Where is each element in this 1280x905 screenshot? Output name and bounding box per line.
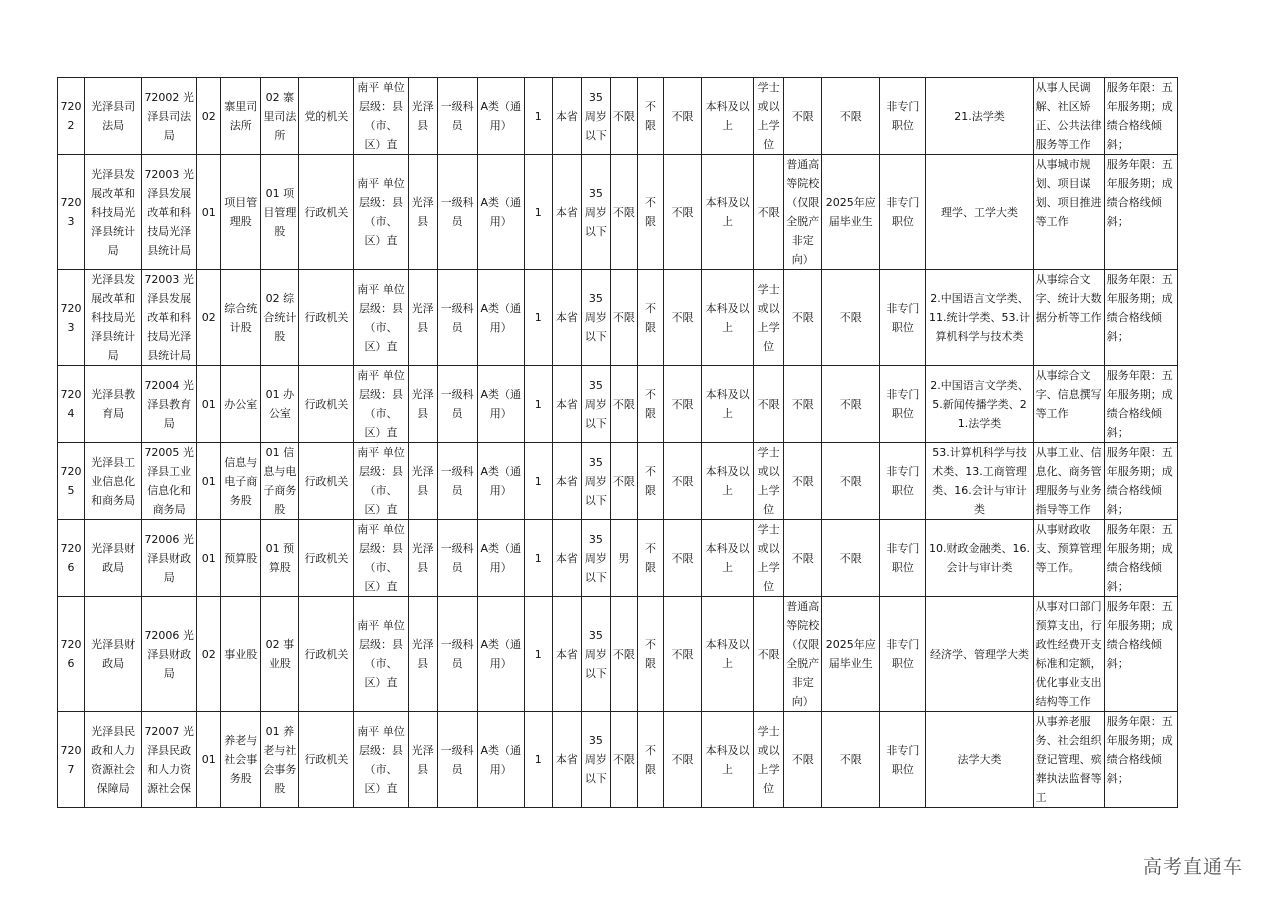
cell-position-name: 养老与社会事务股 <box>221 712 261 808</box>
cell-unit-nature: 行政机关 <box>299 712 354 808</box>
cell-rank: 一级科员 <box>437 443 477 520</box>
cell-gender: 不限 <box>610 712 637 808</box>
cell-position-name: 信息与电子商务股 <box>221 443 261 520</box>
cell-position-code-name: 02 事业股 <box>261 597 299 712</box>
cell-degree: 学士或以上学位 <box>754 78 784 155</box>
cell-headcount: 1 <box>524 270 552 366</box>
cell-exam-category: A类（通用） <box>477 712 524 808</box>
cell-rank: 一级科员 <box>437 270 477 366</box>
cell-education: 本科及以上 <box>702 78 754 155</box>
cell-department: 光泽县发展改革和科技局光泽县统计局 <box>85 155 142 270</box>
cell-rank: 一级科员 <box>437 520 477 597</box>
cell-age: 35周岁以下 <box>581 366 610 443</box>
cell-position-seq: 01 <box>197 443 221 520</box>
cell-unit-code-name: 72006 光泽县财政局 <box>142 520 197 597</box>
cell-remarks: 服务年限：五年服务期；成绩合格线倾斜； <box>1104 270 1177 366</box>
cell-unit-nature: 行政机关 <box>299 597 354 712</box>
cell-department: 光泽县财政局 <box>85 597 142 712</box>
cell-origin: 本省 <box>552 443 581 520</box>
cell-ethnicity: 不限 <box>637 270 663 366</box>
cell-origin: 本省 <box>552 520 581 597</box>
cell-major: 经济学、管理学大类 <box>926 597 1033 712</box>
cell-exam-category: A类（通用） <box>477 597 524 712</box>
positions-table-body <box>58 78 1178 808</box>
cell-exam-category: A类（通用） <box>477 270 524 366</box>
cell-unit-code-name: 72006 光泽县财政局 <box>142 597 197 712</box>
cell-unit-level: 南平 单位层级：县（市、区）直 <box>354 443 408 520</box>
cell-duties: 从事对口部门预算支出，行政性经费开支标准和定额，优化事业支出结构等工作 <box>1033 597 1104 712</box>
cell-unit-nature: 行政机关 <box>299 270 354 366</box>
cell-position-seq: 02 <box>197 78 221 155</box>
cell-location: 光泽县 <box>408 597 437 712</box>
cell-position-kind: 非专门职位 <box>880 270 926 366</box>
cell-position-kind: 非专门职位 <box>880 520 926 597</box>
watermark-text: 高考直通车 <box>1143 856 1244 878</box>
cell-gender: 不限 <box>610 155 637 270</box>
cell-unit-nature: 行政机关 <box>299 520 354 597</box>
cell-headcount: 1 <box>524 520 552 597</box>
cell-education: 本科及以上 <box>702 443 754 520</box>
cell-unit-level: 南平 单位层级：县（市、区）直 <box>354 520 408 597</box>
cell-position-seq: 01 <box>197 366 221 443</box>
cell-duties: 从事人民调解、社区矫正、公共法律服务等工作 <box>1033 78 1104 155</box>
cell-position-code-name: 02 寨里司法所 <box>261 78 299 155</box>
cell-rank: 一级科员 <box>437 712 477 808</box>
cell-applicant-type: 不限 <box>822 443 880 520</box>
cell-position-code-name: 01 预算股 <box>261 520 299 597</box>
cell-position-kind: 非专门职位 <box>880 78 926 155</box>
table-row <box>58 155 1178 270</box>
cell-degree: 学士或以上学位 <box>754 270 784 366</box>
cell-unit-level: 南平 单位层级：县（市、区）直 <box>354 78 408 155</box>
cell-duties: 从事财政收支、预算管理等工作。 <box>1033 520 1104 597</box>
cell-department: 光泽县司法局 <box>85 78 142 155</box>
cell-rank: 一级科员 <box>437 78 477 155</box>
cell-location: 光泽县 <box>408 270 437 366</box>
cell-origin: 本省 <box>552 366 581 443</box>
cell-position-name: 综合统计股 <box>221 270 261 366</box>
cell-position-seq: 01 <box>197 155 221 270</box>
cell-region-code: 7203 <box>58 270 85 366</box>
cell-major: 法学大类 <box>926 712 1033 808</box>
cell-rank: 一级科员 <box>437 597 477 712</box>
cell-remarks: 服务年限：五年服务期；成绩合格线倾斜； <box>1104 155 1177 270</box>
cell-ethnicity: 不限 <box>637 712 663 808</box>
cell-position-kind: 非专门职位 <box>880 443 926 520</box>
cell-school-type: 普通高等院校（仅限全脱产非定向） <box>784 597 822 712</box>
cell-unit-code-name: 72003 光泽县发展改革和科技局光泽县统计局 <box>142 270 197 366</box>
cell-rank: 一级科员 <box>437 366 477 443</box>
cell-position-kind: 非专门职位 <box>880 366 926 443</box>
cell-position-code-name: 01 信息与电子商务股 <box>261 443 299 520</box>
cell-gender: 不限 <box>610 366 637 443</box>
cell-region-code: 7204 <box>58 366 85 443</box>
cell-degree: 学士或以上学位 <box>754 712 784 808</box>
cell-headcount: 1 <box>524 443 552 520</box>
cell-origin: 本省 <box>552 155 581 270</box>
cell-position-name: 事业股 <box>221 597 261 712</box>
cell-remarks: 服务年限：五年服务期；成绩合格线倾斜； <box>1104 597 1177 712</box>
cell-exam-category: A类（通用） <box>477 155 524 270</box>
cell-applicant-type: 2025年应届毕业生 <box>822 155 880 270</box>
cell-applicant-type: 不限 <box>822 712 880 808</box>
cell-position-name: 办公室 <box>221 366 261 443</box>
cell-political-status: 不限 <box>663 78 701 155</box>
cell-ethnicity: 不限 <box>637 597 663 712</box>
cell-unit-level: 南平 单位层级：县（市、区）直 <box>354 366 408 443</box>
cell-location: 光泽县 <box>408 155 437 270</box>
cell-exam-category: A类（通用） <box>477 366 524 443</box>
cell-age: 35周岁以下 <box>581 270 610 366</box>
cell-remarks: 服务年限：五年服务期；成绩合格线倾斜； <box>1104 366 1177 443</box>
cell-department: 光泽县工业信息化和商务局 <box>85 443 142 520</box>
cell-political-status: 不限 <box>663 366 701 443</box>
cell-political-status: 不限 <box>663 270 701 366</box>
cell-applicant-type: 不限 <box>822 520 880 597</box>
cell-school-type: 不限 <box>784 270 822 366</box>
cell-region-code: 7203 <box>58 155 85 270</box>
cell-position-name: 项目管理股 <box>221 155 261 270</box>
cell-ethnicity: 不限 <box>637 520 663 597</box>
cell-position-code-name: 01 养老与社会事务股 <box>261 712 299 808</box>
cell-position-seq: 02 <box>197 597 221 712</box>
cell-region-code: 7206 <box>58 520 85 597</box>
cell-position-code-name: 02 综合统计股 <box>261 270 299 366</box>
table-row <box>58 270 1178 366</box>
cell-unit-nature: 行政机关 <box>299 366 354 443</box>
cell-unit-code-name: 72005 光泽县工业信息化和商务局 <box>142 443 197 520</box>
cell-origin: 本省 <box>552 712 581 808</box>
cell-unit-code-name: 72007 光泽县民政和人力资源社会保 <box>142 712 197 808</box>
cell-unit-level: 南平 单位层级：县（市、区）直 <box>354 270 408 366</box>
cell-major: 2.中国语言文学类、11.统计学类、53.计算机科学与技术类 <box>926 270 1033 366</box>
cell-unit-level: 南平 单位层级：县（市、区）直 <box>354 155 408 270</box>
cell-remarks: 服务年限：五年服务期；成绩合格线倾斜； <box>1104 712 1177 808</box>
cell-position-kind: 非专门职位 <box>880 712 926 808</box>
cell-region-code: 7206 <box>58 597 85 712</box>
cell-department: 光泽县教育局 <box>85 366 142 443</box>
cell-education: 本科及以上 <box>702 520 754 597</box>
cell-position-code-name: 01 办公室 <box>261 366 299 443</box>
cell-unit-level: 南平 单位层级：县（市、区）直 <box>354 712 408 808</box>
cell-location: 光泽县 <box>408 366 437 443</box>
cell-major: 理学、工学大类 <box>926 155 1033 270</box>
cell-exam-category: A类（通用） <box>477 520 524 597</box>
cell-ethnicity: 不限 <box>637 155 663 270</box>
cell-position-name: 寨里司法所 <box>221 78 261 155</box>
cell-education: 本科及以上 <box>702 597 754 712</box>
cell-ethnicity: 不限 <box>637 443 663 520</box>
cell-unit-nature: 行政机关 <box>299 443 354 520</box>
cell-major: 2.中国语言文学类、5.新闻传播学类、21.法学类 <box>926 366 1033 443</box>
table-row <box>58 712 1178 808</box>
cell-location: 光泽县 <box>408 712 437 808</box>
cell-education: 本科及以上 <box>702 155 754 270</box>
positions-table <box>57 77 1178 808</box>
cell-political-status: 不限 <box>663 712 701 808</box>
cell-major: 21.法学类 <box>926 78 1033 155</box>
cell-unit-code-name: 72003 光泽县发展改革和科技局光泽县统计局 <box>142 155 197 270</box>
cell-applicant-type: 不限 <box>822 366 880 443</box>
cell-political-status: 不限 <box>663 155 701 270</box>
cell-department: 光泽县财政局 <box>85 520 142 597</box>
cell-ethnicity: 不限 <box>637 78 663 155</box>
cell-applicant-type: 不限 <box>822 78 880 155</box>
cell-exam-category: A类（通用） <box>477 78 524 155</box>
cell-degree: 不限 <box>754 597 784 712</box>
cell-region-code: 7202 <box>58 78 85 155</box>
cell-major: 10.财政金融类、16.会计与审计类 <box>926 520 1033 597</box>
cell-school-type: 不限 <box>784 520 822 597</box>
cell-degree: 学士或以上学位 <box>754 443 784 520</box>
cell-gender: 不限 <box>610 443 637 520</box>
cell-department: 光泽县发展改革和科技局光泽县统计局 <box>85 270 142 366</box>
cell-unit-level: 南平 单位层级：县（市、区）直 <box>354 597 408 712</box>
cell-location: 光泽县 <box>408 443 437 520</box>
cell-remarks: 服务年限：五年服务期；成绩合格线倾斜； <box>1104 520 1177 597</box>
cell-school-type: 不限 <box>784 366 822 443</box>
cell-duties: 从事养老服务、社会组织登记管理、殡葬执法监督等工 <box>1033 712 1104 808</box>
cell-location: 光泽县 <box>408 520 437 597</box>
cell-ethnicity: 不限 <box>637 366 663 443</box>
cell-degree: 不限 <box>754 366 784 443</box>
cell-age: 35周岁以下 <box>581 78 610 155</box>
table-row <box>58 366 1178 443</box>
cell-duties: 从事城市规划、项目谋划、项目推进等工作 <box>1033 155 1104 270</box>
cell-political-status: 不限 <box>663 520 701 597</box>
cell-origin: 本省 <box>552 78 581 155</box>
cell-unit-nature: 行政机关 <box>299 155 354 270</box>
cell-headcount: 1 <box>524 155 552 270</box>
cell-exam-category: A类（通用） <box>477 443 524 520</box>
cell-position-name: 预算股 <box>221 520 261 597</box>
table-row <box>58 443 1178 520</box>
cell-age: 35周岁以下 <box>581 155 610 270</box>
cell-remarks: 服务年限：五年服务期；成绩合格线倾斜； <box>1104 78 1177 155</box>
cell-applicant-type: 不限 <box>822 270 880 366</box>
cell-remarks: 服务年限：五年服务期；成绩合格线倾斜； <box>1104 443 1177 520</box>
cell-duties: 从事综合文字、统计大数据分析等工作 <box>1033 270 1104 366</box>
cell-position-seq: 01 <box>197 520 221 597</box>
cell-age: 35周岁以下 <box>581 520 610 597</box>
cell-origin: 本省 <box>552 597 581 712</box>
cell-position-code-name: 01 项目管理股 <box>261 155 299 270</box>
cell-political-status: 不限 <box>663 597 701 712</box>
cell-age: 35周岁以下 <box>581 712 610 808</box>
cell-unit-code-name: 72004 光泽县教育局 <box>142 366 197 443</box>
cell-headcount: 1 <box>524 712 552 808</box>
cell-major: 53.计算机科学与技术类、13.工商管理类、16.会计与审计类 <box>926 443 1033 520</box>
cell-school-type: 不限 <box>784 443 822 520</box>
cell-unit-code-name: 72002 光泽县司法局 <box>142 78 197 155</box>
cell-school-type: 普通高等院校（仅限全脱产非定向） <box>784 155 822 270</box>
cell-degree: 学士或以上学位 <box>754 520 784 597</box>
cell-gender: 男 <box>610 520 637 597</box>
cell-headcount: 1 <box>524 366 552 443</box>
cell-position-kind: 非专门职位 <box>880 155 926 270</box>
cell-age: 35周岁以下 <box>581 443 610 520</box>
cell-headcount: 1 <box>524 78 552 155</box>
cell-applicant-type: 2025年应届毕业生 <box>822 597 880 712</box>
table-row <box>58 78 1178 155</box>
cell-headcount: 1 <box>524 597 552 712</box>
cell-region-code: 7205 <box>58 443 85 520</box>
table-row <box>58 597 1178 712</box>
cell-gender: 不限 <box>610 78 637 155</box>
cell-region-code: 7207 <box>58 712 85 808</box>
cell-age: 35周岁以下 <box>581 597 610 712</box>
cell-education: 本科及以上 <box>702 270 754 366</box>
cell-education: 本科及以上 <box>702 366 754 443</box>
cell-unit-nature: 党的机关 <box>299 78 354 155</box>
cell-gender: 不限 <box>610 270 637 366</box>
cell-duties: 从事工业、信息化、商务管理服务与业务指导等工作 <box>1033 443 1104 520</box>
cell-location: 光泽县 <box>408 78 437 155</box>
cell-position-kind: 非专门职位 <box>880 597 926 712</box>
cell-position-seq: 02 <box>197 270 221 366</box>
cell-school-type: 不限 <box>784 78 822 155</box>
cell-position-seq: 01 <box>197 712 221 808</box>
cell-school-type: 不限 <box>784 712 822 808</box>
cell-political-status: 不限 <box>663 443 701 520</box>
table-row <box>58 520 1178 597</box>
cell-gender: 不限 <box>610 597 637 712</box>
cell-rank: 一级科员 <box>437 155 477 270</box>
cell-origin: 本省 <box>552 270 581 366</box>
cell-duties: 从事综合文字、信息撰写等工作 <box>1033 366 1104 443</box>
cell-department: 光泽县民政和人力资源社会保障局 <box>85 712 142 808</box>
cell-education: 本科及以上 <box>702 712 754 808</box>
cell-degree: 不限 <box>754 155 784 270</box>
